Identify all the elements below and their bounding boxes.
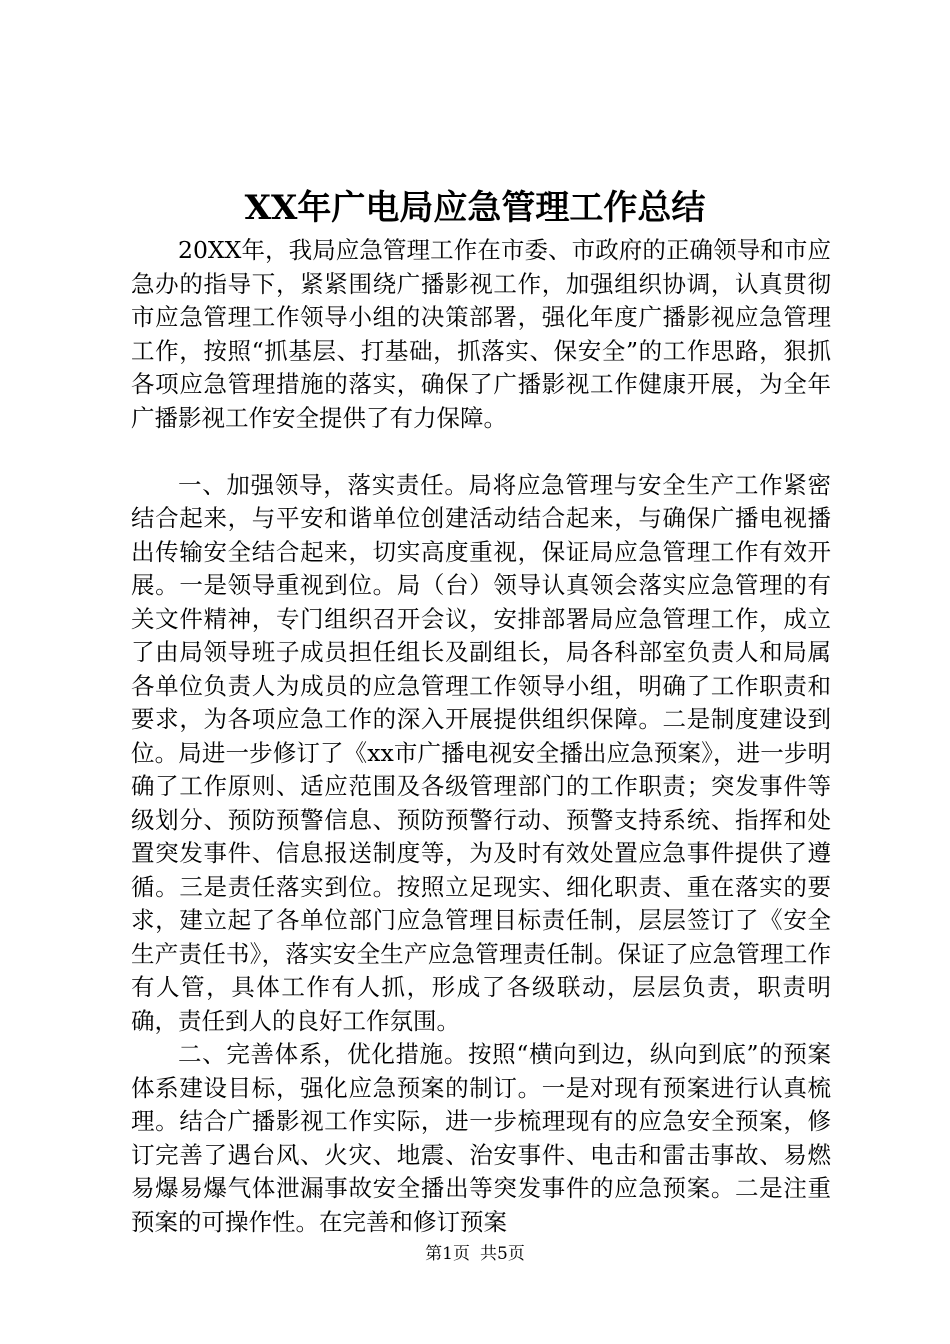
page-footer [0, 1243, 950, 1265]
page-total: 共5页 [480, 1244, 525, 1264]
page-number: 第1页 [425, 1244, 470, 1264]
paragraph-section-2: 二、完善体系，优化措施。按照“横向到边，纵向到底”的预案体系建设目标，强化应急预案的制订。一是对现有预案进行认真梳理。结合广播影视工作实际，进一步梳理现有的应急安全预案，修订完善了遇台风、火灾、地震、治安事件、电击和雷击事故、易燃易爆易爆气体泄漏事故安全播出等突发事件的应急预案。二是注重预案的可操作性。在完善和修订预案 [131, 1040, 831, 1236]
paragraph-intro: 20XX年，我局应急管理工作在市委、市政府的正确领导和市应急办的指导下，紧紧围绕广播影视工作，加强组织协调，认真贯彻市应急管理工作领导小组的决策部署，强化年度广播影视应急管理工作，按照“抓基层、打基础，抓落实、保安全”的工作思路，狠抓各项应急管理措施的落实，确保了广播影视工作健康开展，为全年广播影视工作安全提供了有力保障。 [131, 236, 831, 432]
document-title: XX年广电局应急管理工作总结 [244, 188, 706, 228]
document-body [131, 234, 831, 1239]
paragraph-section-1: 一、加强领导，落实责任。局将应急管理与安全生产工作紧密结合起来，与平安和谐单位创建活动结合起来，与确保广播电视播出传输安全结合起来，切实高度重视，保证局应急管理工作有效开展。一是领导重视到位。局（台）领导认真领会落实应急管理的有关文件精神，专门组织召开会议，安排部署局应急管理工作，成立了由局领导班子成员担任组长及副组长，局各科部室负责人和局属各单位负责人为成员的应急管理工作领导小组，明确了工作职责和要求，为各项应急工作的深入开展提供组织保障。二是制度建设到位。局进一步修订了《xx市广播电视安全播出应急预案》，进一步明确了工作原则、适应范围及各级管理部门的工作职责；突发事件等级划分、预防预警信息、预防预警行动、预警支持系统、指挥和处置突发事件、信息报送制度等，为及时有效处置应急事件提供了遵循。三是责任落实到位。按照立足现实、细化职责、重在落实的要求，建立起了各单位部门应急管理目标责任制，层层签订了《安全生产责任书》，落实安全生产应急管理责任制。保证了应急管理工作有人管，具体工作有人抓，形成了各级联动，层层负责，职责明确，责任到人的良好工作氛围。 [131, 470, 831, 1035]
